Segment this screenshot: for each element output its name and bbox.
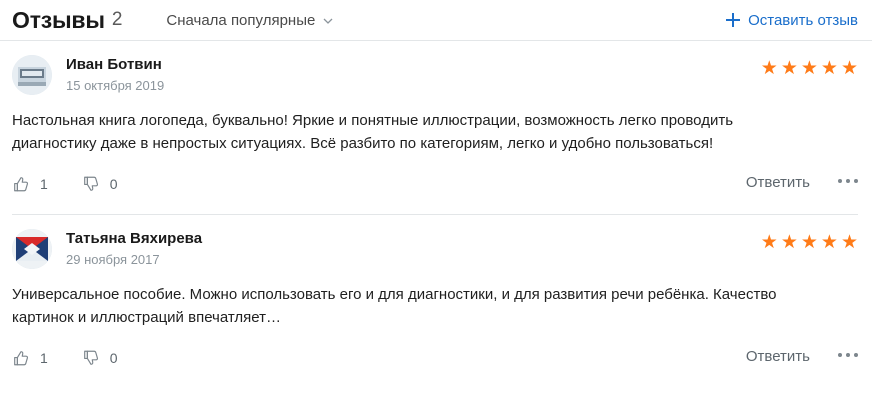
star-icon: ★ [840,58,858,79]
reviews-header [0,0,872,40]
add-review-button[interactable] [726,12,858,29]
thumbs-up-icon [12,349,30,367]
reply-button[interactable]: Ответить [745,348,810,365]
like-count: 1 [40,350,48,366]
ellipsis-icon[interactable] [838,179,858,183]
dislike-count: 0 [109,350,118,366]
review-author[interactable]: Иван Ботвин [66,56,162,73]
plus-icon [726,13,740,27]
reviews-count: 2 [111,9,123,30]
like-button[interactable] [12,175,48,193]
rating-stars [761,59,858,78]
review-header [12,229,858,269]
thumbs-down-icon [82,175,100,193]
star-icon: ★ [800,232,818,253]
star-icon: ★ [820,232,838,253]
review-author[interactable]: Татьяна Вяхирева [66,230,203,247]
chevron-down-icon [323,16,333,26]
avatar[interactable] [12,229,52,269]
review-item [0,215,872,371]
thumbs-down-icon [82,349,100,367]
dislike-count: 0 [109,176,118,192]
rating-stars [761,233,858,252]
avatar[interactable] [12,55,52,95]
star-icon: ★ [800,58,818,79]
dislike-button[interactable] [82,175,118,193]
star-icon: ★ [840,232,858,253]
ellipsis-icon[interactable] [838,353,858,357]
sort-dropdown[interactable] [166,12,333,29]
sort-dropdown-label: Сначала популярные [166,11,316,29]
review-text: Настольная книга логопеда, буквально! Яркие и понятные иллюстрации, возможность легко проводить диагностику даже в непростых ситуациях. Всё разбито по категориям, легко и удобно пользоваться! [12,112,734,152]
page-title: Отзывы [12,6,105,33]
star-icon: ★ [780,232,798,253]
like-count: 1 [40,176,48,192]
star-icon: ★ [820,58,838,79]
author-block [66,55,164,94]
review-text: Универсальное пособие. Можно использовать его и для диагностики, и для развития речи ребёнка. Качество картинок и иллюстраций впечатляет… [12,286,777,326]
review-item [0,41,872,215]
dislike-button[interactable] [82,349,118,367]
star-icon: ★ [760,232,778,253]
review-date: 15 октября 2019 [66,78,165,93]
review-actions [12,171,858,197]
like-button[interactable] [12,349,48,367]
add-review-label: Оставить отзыв [748,11,858,29]
review-header [12,55,858,95]
author-block [66,229,202,268]
review-date: 29 ноября 2017 [66,252,160,267]
star-icon: ★ [760,58,778,79]
review-actions [12,345,858,371]
reply-button[interactable]: Ответить [745,174,810,191]
thumbs-up-icon [12,175,30,193]
star-icon: ★ [780,58,798,79]
